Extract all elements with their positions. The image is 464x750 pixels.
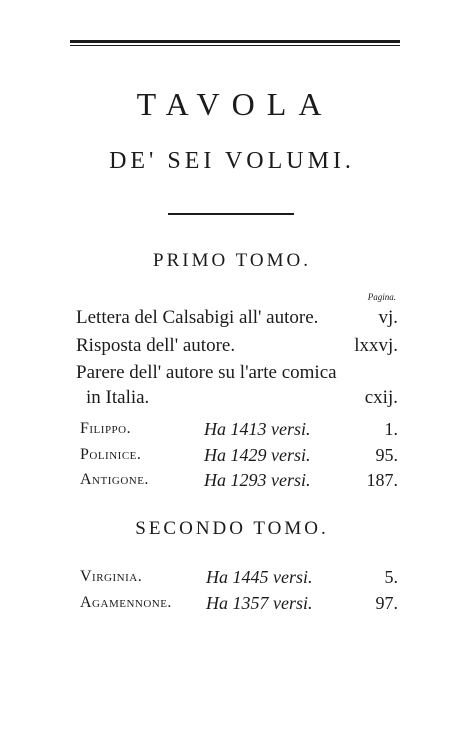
tragedy-entry xyxy=(80,592,398,614)
tragedy-name: Agamennone. xyxy=(80,594,172,611)
rule-thin-line xyxy=(70,45,400,46)
rule-thick-line xyxy=(70,40,400,43)
tragedy-verses: Ha 1445 versi. xyxy=(206,567,313,587)
tragedy-name: Virginia. xyxy=(80,568,143,585)
tragedy-verses: Ha 1357 versi. xyxy=(206,593,313,613)
tragedy-page: 97. xyxy=(375,593,398,613)
page-subtitle: DE' SEI VOLUMI. xyxy=(109,148,355,174)
tragedy-page: 1. xyxy=(384,419,398,439)
tragedy-page: 5. xyxy=(384,567,398,587)
contents-line xyxy=(76,361,398,385)
contents-page: vj. xyxy=(378,307,398,328)
contents-text: Risposta dell' autore. xyxy=(76,335,236,356)
contents-line xyxy=(76,306,398,330)
contents-line xyxy=(76,334,398,358)
top-double-rule xyxy=(70,40,400,47)
contents-page: lxxvj. xyxy=(354,335,398,356)
pagina-label: Pagina. xyxy=(367,292,396,302)
tragedy-entry xyxy=(80,469,398,491)
tragedy-page: 95. xyxy=(375,445,398,465)
tragedy-verses: Ha 1429 versi. xyxy=(204,445,311,465)
tragedy-verses: Ha 1413 versi. xyxy=(204,419,311,439)
section-heading-secondo-tomo: SECONDO TOMO. xyxy=(135,518,329,539)
contents-line xyxy=(86,386,398,410)
contents-text: in Italia. xyxy=(86,387,150,408)
separator-rule xyxy=(168,213,294,215)
tragedy-entry xyxy=(80,566,398,588)
page-title: TAVOLA xyxy=(136,86,334,122)
tragedy-entry xyxy=(80,444,398,466)
tragedy-name: Polinice. xyxy=(80,446,142,463)
tragedy-verses: Ha 1293 versi. xyxy=(204,470,311,490)
section-heading-primo-tomo: PRIMO TOMO. xyxy=(153,250,311,271)
contents-text: Parere dell' autore su l'arte comica xyxy=(76,362,337,383)
tragedy-entry xyxy=(80,418,398,440)
tragedy-name: Filippo. xyxy=(80,420,132,437)
tragedy-page: 187. xyxy=(366,470,398,490)
contents-page: cxij. xyxy=(364,387,398,408)
tragedy-name: Antigone. xyxy=(80,471,149,488)
contents-text: Lettera del Calsabigi all' autore. xyxy=(76,307,319,328)
